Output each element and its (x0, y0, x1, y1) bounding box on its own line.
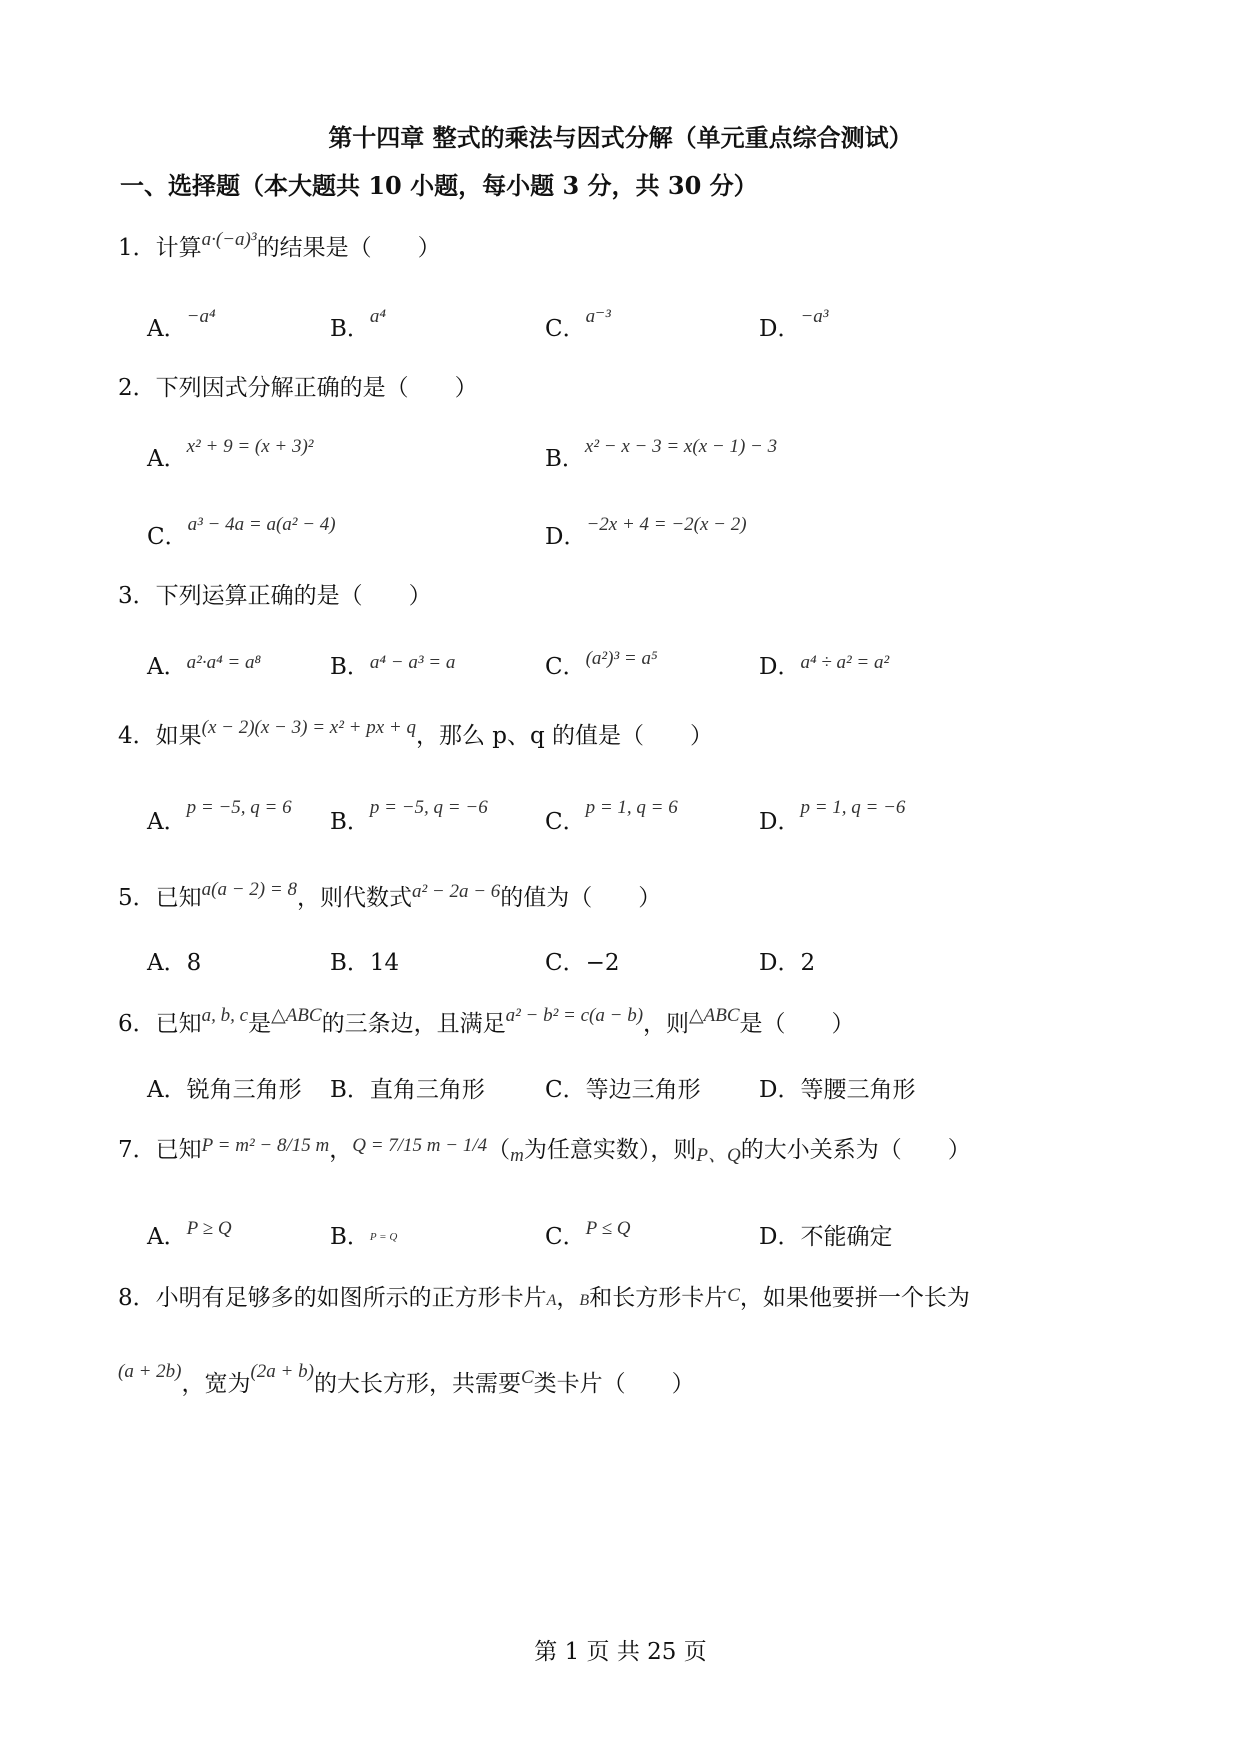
question-text: （ (487, 1137, 511, 1163)
question-text: 7．已知 (118, 1137, 202, 1163)
option-a[interactable]: A．$^{a^2\cdot a^4 = a^8}$ (147, 652, 262, 680)
math-expression: A (546, 1292, 557, 1309)
option-b[interactable]: B．$^{a^4 - a^3 = a}$ (330, 652, 456, 680)
question-text: ， (329, 1137, 353, 1163)
question-text: 8．小明有足够多的如图所示的正方形卡片 (118, 1285, 547, 1311)
math-expression: P = m² − 8/15 m (201, 1135, 330, 1156)
question-text: ， (556, 1285, 580, 1311)
question-text: ，如果他要拼一个长为 (739, 1285, 970, 1311)
math-expression: a(a − 2) = 8 (201, 879, 297, 900)
math-expression: B (579, 1292, 590, 1309)
option-d[interactable]: D．不能确定 (759, 1224, 893, 1250)
option-a[interactable]: A．锐角三角形 (147, 1077, 302, 1103)
question-text: ，那么 p、q 的值是（ ） (415, 723, 714, 749)
math-expression: Q = 7/15 m − 1/4 (352, 1135, 488, 1156)
question-7 (118, 1134, 971, 1168)
math-expression: a, b, c (201, 1005, 249, 1026)
page-number: 第 1 页 共 25 页 (534, 1639, 707, 1665)
math-expression: (2a + b) (250, 1361, 314, 1382)
option-d[interactable]: D．等腰三角形 (759, 1077, 916, 1103)
question-text: 1．计算 (118, 235, 202, 261)
math-expression: C (727, 1285, 740, 1306)
question-text: ，则 (643, 1011, 690, 1037)
option-c[interactable]: C．$^{a^3 - 4a = a(a^2 - 4)}$ (147, 514, 336, 550)
option-a[interactable]: A．$^{-a^4}$ (147, 306, 216, 342)
question-text: ，则代数式 (296, 885, 412, 911)
question-8-line-2 (118, 1361, 695, 1402)
question-text: 是 (248, 1011, 272, 1037)
option-c[interactable]: C．$^{(a^2)^3 = a^5}$ (545, 648, 658, 680)
option-b[interactable]: B．P = Q (330, 1224, 398, 1250)
option-d[interactable]: D．$^{p = 1, q = -6}$ (759, 797, 906, 835)
question-3 (118, 580, 432, 612)
question-text: 为任意实数），则 (523, 1137, 697, 1163)
question-text: 是（ ） (739, 1011, 855, 1037)
option-d[interactable]: D．$^{a^4 \div a^2 = a^2}$ (759, 652, 890, 680)
question-text: 的大长方形，共需要 (313, 1371, 521, 1397)
question-text: 5．已知 (118, 885, 202, 911)
question-8 (118, 1282, 970, 1317)
math-expression: (x − 2)(x − 3) = x² + px + q (201, 717, 416, 738)
option-d[interactable]: D．$^{-a^3}$ (759, 306, 829, 342)
option-b[interactable]: B．$^{p = -5, q = -6}$ (330, 797, 488, 835)
option-a[interactable]: A．$^{P \ge Q}$ (147, 1218, 232, 1250)
math-expression: △ABC (689, 1005, 740, 1026)
question-4 (118, 717, 714, 754)
option-c[interactable]: C．等边三角形 (545, 1077, 701, 1103)
math-expression: △ABC (271, 1005, 322, 1026)
math-expression: a² − 2a − 6 (411, 881, 501, 902)
math-expression: P、Q (696, 1145, 741, 1166)
option-c[interactable]: C．$^{p = 1, q = 6}$ (545, 797, 678, 835)
option-d[interactable]: D．$^{-2x + 4 = -2(x - 2)}$ (545, 514, 747, 550)
question-1 (118, 229, 441, 266)
question-text: 4．如果 (118, 723, 202, 749)
math-expression: m (510, 1145, 524, 1166)
option-a[interactable]: A．$^{p = -5, q = 6}$ (147, 797, 292, 835)
math-expression: C (520, 1367, 534, 1388)
page-title: 第十四章 整式的乘法与因式分解（单元重点综合测试） (328, 123, 913, 152)
question-5 (118, 879, 662, 916)
question-text: 的大小关系为（ ） (740, 1137, 971, 1163)
math-expression: a·(−a)³ (201, 229, 257, 250)
question-text: 类卡片（ ） (533, 1371, 695, 1397)
question-text: 的值为（ ） (500, 885, 662, 911)
question-text: 的三条边，且满足 (321, 1011, 506, 1037)
question-text: 和长方形卡片 (589, 1285, 728, 1311)
option-c[interactable]: C．−2 (545, 950, 620, 976)
option-c[interactable]: C．$^{a^{-3}}$ (545, 306, 611, 342)
question-2 (118, 372, 478, 404)
question-text: 2．下列因式分解正确的是（ ） (118, 375, 478, 401)
question-6 (118, 1005, 855, 1042)
option-d[interactable]: D．2 (759, 950, 816, 976)
option-b[interactable]: B．直角三角形 (330, 1077, 485, 1103)
question-text: 的结果是（ ） (256, 235, 441, 261)
option-b[interactable]: B．$^{a^4}$ (330, 306, 387, 342)
section-heading: 一、选择题（本大题共 10 小题，每小题 3 分，共 30 分） (120, 171, 758, 200)
math-expression: (a + 2b) (118, 1361, 182, 1382)
question-text: ，宽为 (181, 1371, 251, 1397)
question-text: 3．下列运算正确的是（ ） (118, 583, 432, 609)
option-a[interactable]: A．8 (147, 950, 202, 976)
option-c[interactable]: C．$^{P \le Q}$ (545, 1218, 631, 1250)
option-b[interactable]: B．$^{x^2 - x - 3 = x(x - 1) - 3}$ (545, 436, 778, 472)
option-b[interactable]: B．14 (330, 950, 400, 976)
math-expression: a² − b² = c(a − b) (505, 1005, 644, 1026)
option-a[interactable]: A．$^{x^2 + 9 = (x + 3)^2}$ (147, 436, 314, 472)
question-text: 6．已知 (118, 1011, 202, 1037)
